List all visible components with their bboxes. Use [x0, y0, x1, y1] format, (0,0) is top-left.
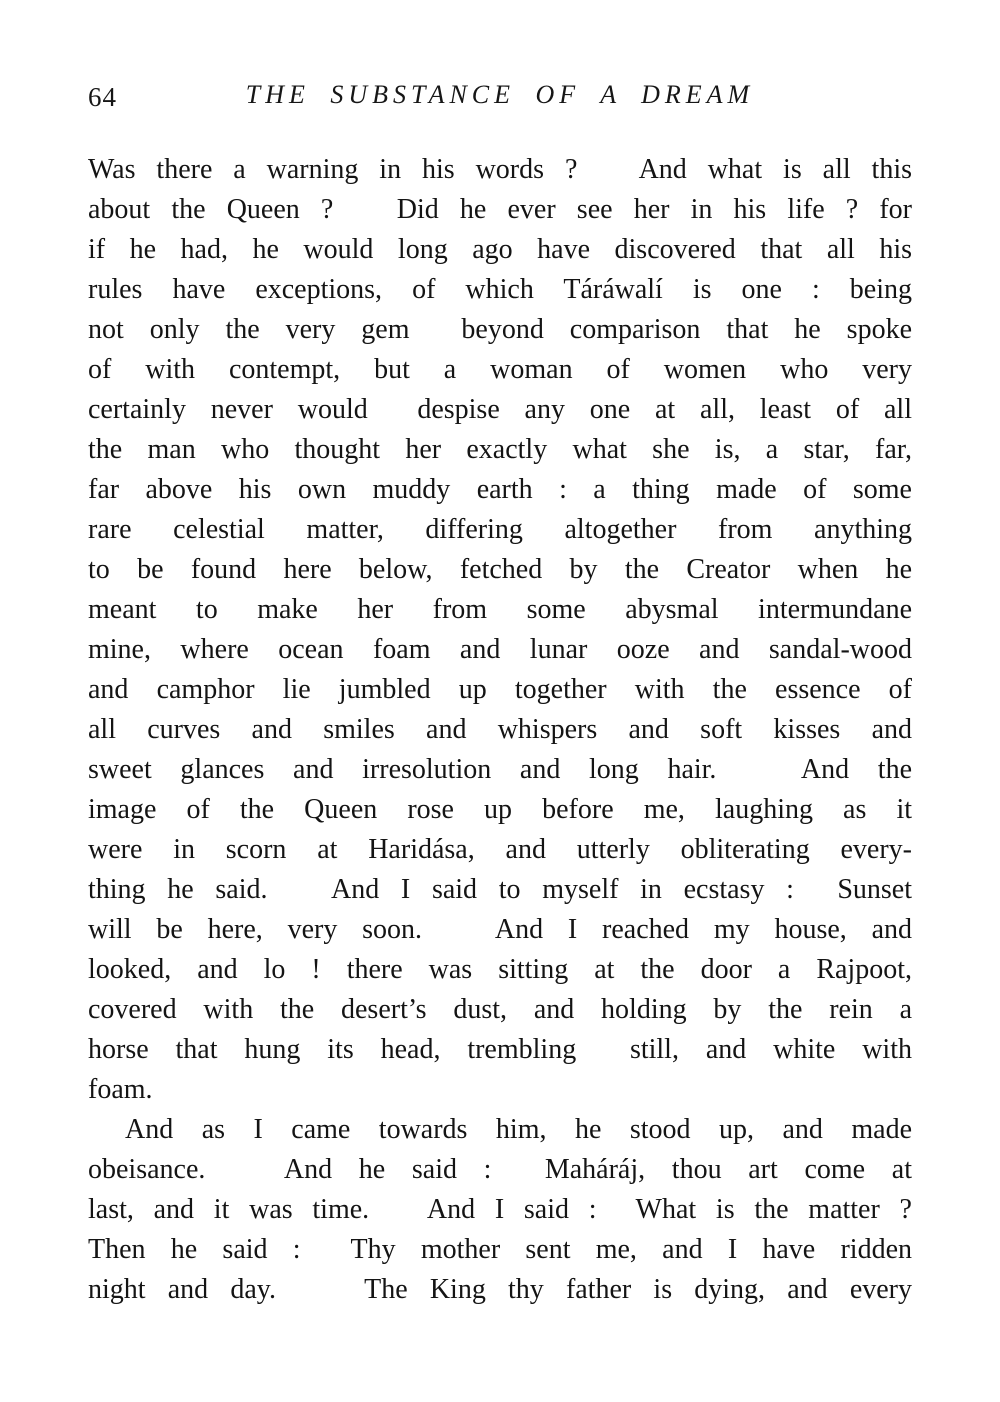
text-line: image of the Queen rose up before me, laughing as it	[88, 794, 912, 825]
text-line: last, and it was time. And I said : What is the matter ?	[88, 1194, 912, 1225]
text-line: the man who thought her exactly what she is, a star, far,	[88, 434, 912, 465]
text-line: covered with the desert’s dust, and holding by the rein a	[88, 994, 912, 1025]
text-line: about the Queen ? Did he ever see her in his life ? for	[88, 194, 912, 225]
text-line: foam.	[88, 1074, 153, 1105]
text-line: And as I came towards him, he stood up, and made	[125, 1114, 912, 1145]
text-line: thing he said. And I said to myself in ecstasy : Sunset	[88, 874, 912, 905]
text-line: mine, where ocean foam and lunar ooze and sandal-wood	[88, 634, 912, 665]
text-line: obeisance. And he said : Maháráj, thou art come at	[88, 1154, 912, 1185]
text-line: horse that hung its head, trembling still, and white with	[88, 1034, 912, 1065]
text-line: certainly never would despise any one at all, least of all	[88, 394, 912, 425]
text-line: sweet glances and irresolution and long hair. And the	[88, 754, 912, 785]
text-line: were in scorn at Haridása, and utterly obliterating every-	[88, 834, 912, 865]
text-line: looked, and lo ! there was sitting at the door a Rajpoot,	[88, 954, 912, 985]
text-line: not only the very gem beyond comparison that he spoke	[88, 314, 912, 345]
text-line: far above his own muddy earth : a thing made of some	[88, 474, 912, 505]
text-line: of with contempt, but a woman of women who very	[88, 354, 912, 385]
text-line: all curves and smiles and whispers and soft kisses and	[88, 714, 912, 745]
text-line: will be here, very soon. And I reached my house, and	[88, 914, 912, 945]
text-line: meant to make her from some abysmal intermundane	[88, 594, 912, 625]
text-line: Then he said : Thy mother sent me, and I have ridden	[88, 1234, 912, 1265]
text-line: night and day. The King thy father is dying, and every	[88, 1274, 912, 1305]
text-line: rare celestial matter, differing altogether from anything	[88, 514, 912, 545]
page-number: 64	[88, 82, 117, 112]
running-title: THE SUBSTANCE OF A DREAM	[245, 80, 755, 109]
text-line: and camphor lie jumbled up together with the essence of	[88, 674, 912, 705]
text-line: if he had, he would long ago have discovered that all his	[88, 234, 912, 265]
text-line: to be found here below, fetched by the Creator when he	[88, 554, 912, 585]
running-header	[88, 80, 912, 116]
text-line: Was there a warning in his words ? And what is all this	[88, 154, 912, 185]
body-text	[88, 150, 912, 1310]
text-line: rules have exceptions, of which Táráwalí is one : being	[88, 274, 912, 305]
